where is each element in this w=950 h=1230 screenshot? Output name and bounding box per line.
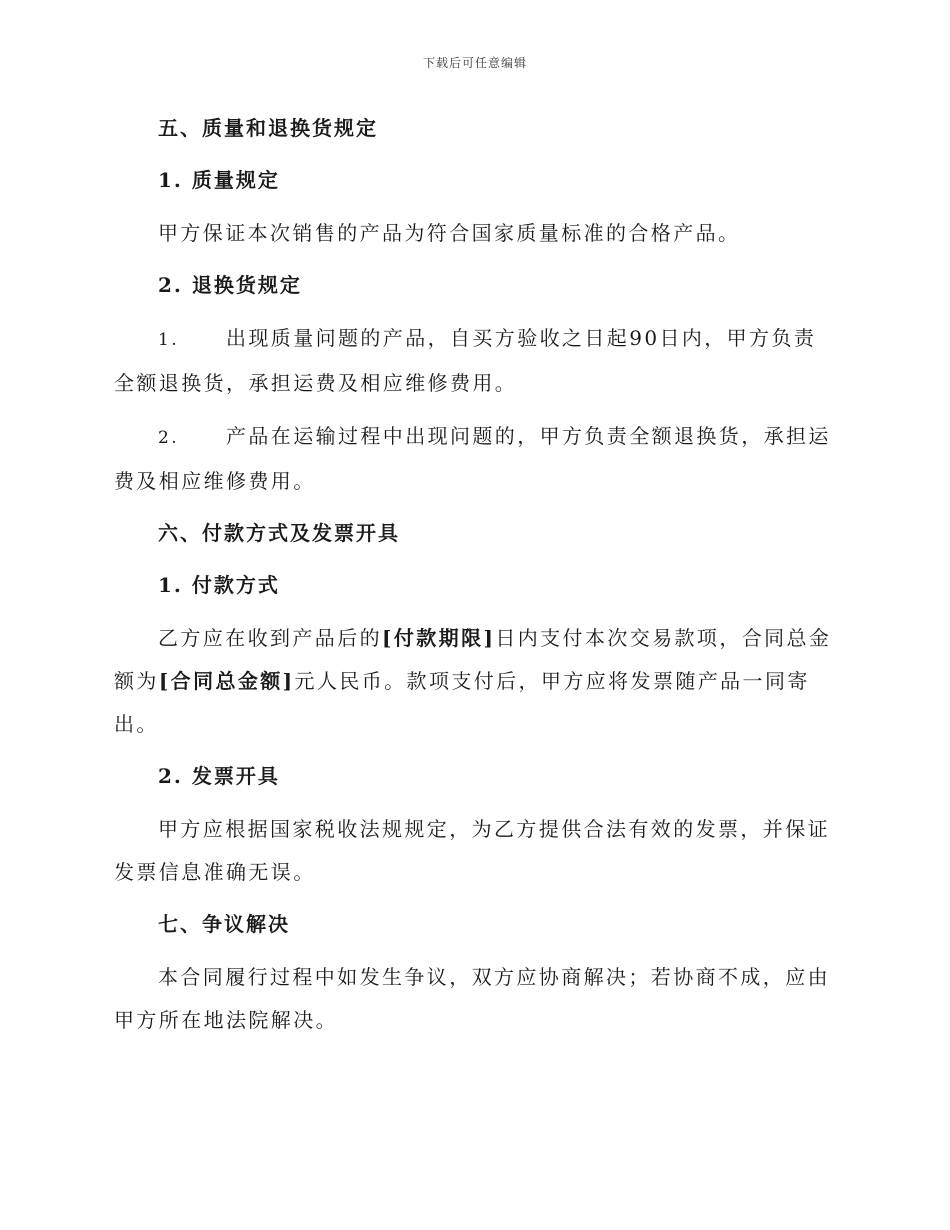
section-6-title: 六、付款方式及发票开具: [158, 521, 400, 545]
section-6-2-text: 甲方应根据国家税收法规规定，为乙方提供合法有效的发票，并保证发票信息准确无误。: [114, 817, 830, 884]
section-5-1-title: 1. 质量规定: [158, 168, 280, 192]
return-item-2-text: 产品在运输过程中出现问题的，甲方负责全额退换货，承担运费及相应维修费用。: [114, 424, 831, 493]
section-5-1-text: 甲方保证本次销售的产品为符合国家质量标准的合格产品。: [158, 221, 741, 245]
contract-total-placeholder: [合同总金额]: [158, 669, 295, 693]
section-6-1-text: [114, 617, 832, 746]
return-item-1-text: 出现质量问题的产品，自买方验收之日起90日内，甲方负责全额退换货，承担运费及相应维修费用。: [114, 326, 817, 395]
payment-text-b: 日内支付本次交易款项，合同总金额为: [114, 626, 832, 693]
section-7-title: 七、争议解决: [158, 912, 290, 936]
section-7-text: 本合同履行过程中如发生争议，双方应协商解决；若协商不成，应由甲方所在地法院解决。: [114, 965, 830, 1032]
section-5-2-title: 2. 退换货规定: [158, 273, 302, 297]
payment-term-placeholder: [付款期限]: [382, 626, 496, 650]
payment-text-a: 乙方应在收到产品后的: [158, 626, 382, 650]
section-5-title: 五、质量和退换货规定: [158, 116, 378, 140]
return-item-1-number: 1.: [158, 330, 180, 350]
document-body: [114, 108, 832, 1042]
section-6-1-title: 1. 付款方式: [158, 573, 280, 597]
header-note: 下载后可任意编辑: [422, 56, 527, 70]
return-item-2: [114, 415, 832, 503]
return-item-2-number: 2.: [158, 428, 180, 448]
payment-text-c: 元人民币。款项支付后，甲方应将发票随产品一同寄出。: [114, 669, 810, 736]
return-item-1: [114, 317, 832, 405]
section-6-2-title: 2. 发票开具: [158, 764, 280, 788]
